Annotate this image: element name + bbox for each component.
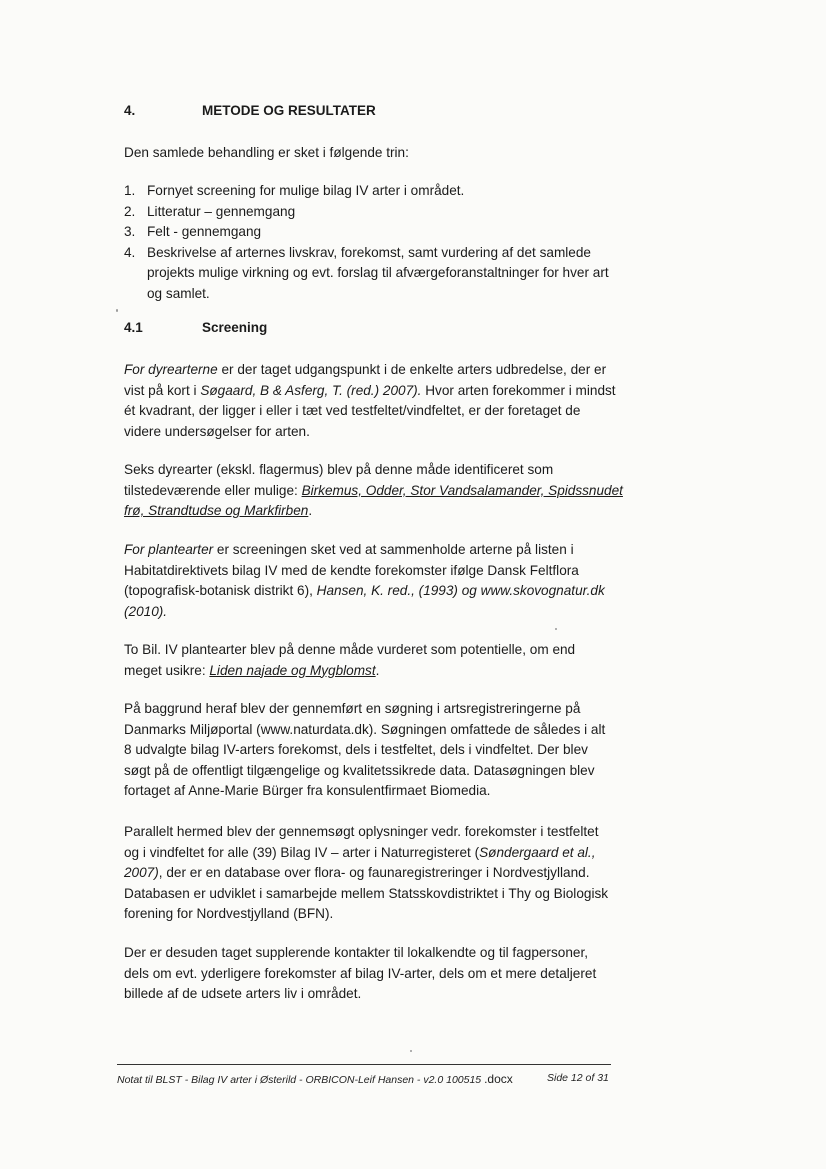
- footer: [117, 1072, 617, 1086]
- emphasis: For plantearter: [124, 542, 214, 557]
- reference: (2010).: [124, 603, 168, 619]
- list-item: [124, 181, 624, 202]
- footer-divider: [117, 1064, 611, 1065]
- text: billede af de udsete arters liv i området.: [124, 986, 362, 1002]
- text: .: [375, 662, 380, 678]
- list-item-text: og samlet.: [147, 285, 210, 301]
- list-item-number: 4.: [124, 244, 136, 260]
- paragraph-plantearter: [124, 540, 624, 622]
- subsection-title: Screening: [202, 320, 268, 335]
- text: På baggrund heraf blev der gennemført en søgning i artsregistreringerne på: [124, 701, 581, 716]
- list-item: [124, 243, 624, 305]
- emphasis: For dyrearterne: [124, 362, 218, 377]
- species-list: Birkemus, Odder, Stor Vandsalamander, Spidssnudet: [301, 482, 623, 498]
- text: er der taget udgangspunkt i de enkelte arters udbredelse, der er: [217, 362, 607, 377]
- text: fortaget af Anne-Marie Bürger fra konsulentfirmaet Biomedia.: [124, 783, 491, 799]
- footer-page-number: Side 12 of 31: [547, 1072, 609, 1084]
- text: , der er en database over flora- og faunaregistreringer i Nordvestjylland.: [158, 865, 590, 881]
- intro-paragraph: Den samlede behandling er sket i følgende trin:: [124, 145, 409, 160]
- reference: Søndergaard et al.,: [479, 844, 596, 860]
- list-item: [124, 222, 624, 243]
- footer-file-extension: .docx: [484, 1072, 513, 1086]
- text: Hvor arten forekommer i mindst: [421, 382, 616, 398]
- list-item-text: Beskrivelse af arternes livskrav, forekomst, samt vurdering af det samlede: [147, 244, 591, 260]
- subsection-number: 4.1: [124, 320, 143, 335]
- text: ét kvadrant, der ligger i eller i tæt ved testfeltet/vindfeltet, er der foretaget de: [124, 403, 581, 419]
- scan-speck: [410, 1050, 412, 1052]
- text: Danmarks Miljøportal (www.naturdata.dk). Søgningen omfattede de således i alt: [124, 721, 606, 737]
- paragraph-species: [124, 460, 624, 522]
- list-item-text: Litteratur – gennemgang: [147, 203, 296, 219]
- list-item-number: 1.: [124, 183, 136, 198]
- text: dels om evt. yderligere forekomster af bilag IV-arter, dels om et mere detaljeret: [124, 965, 597, 981]
- scan-speck: [555, 628, 557, 630]
- paragraph-miljoportal: [124, 699, 624, 802]
- species-list: Liden najade og Mygblomst: [209, 662, 376, 678]
- text: og i vindfeltet for alle (39) Bilag IV – arter i Naturregisteret (: [124, 844, 480, 860]
- text: vist på kort i: [124, 382, 201, 398]
- text: Habitatdirektivets bilag IV med de kendte forekomster ifølge Dansk Feltflora: [124, 562, 579, 578]
- text: meget usikre:: [124, 662, 210, 678]
- footer-doc-title: Notat til BLST - Bilag IV arter i Østerild - ORBICON-Leif Hansen - v2.0 100515: [117, 1074, 485, 1086]
- list-item: [124, 202, 624, 223]
- reference: Søgaard, B & Asferg, T. (red.) 2007).: [200, 382, 422, 398]
- text: er screeningen sket ved at sammenholde arterne på listen i: [213, 542, 574, 557]
- paragraph-contacts: [124, 943, 624, 1005]
- text: .: [308, 503, 313, 519]
- list-item-text: Felt - gennemgang: [147, 224, 262, 240]
- steps-list: [124, 181, 624, 305]
- text: 8 udvalgte bilag IV-arters forekomst, dels i testfeltet, dels i vindfeltet. Der blev: [124, 742, 588, 758]
- species-list: frø, Strandtudse og Markfirben: [124, 503, 309, 519]
- text: videre undersøgelser for arten.: [124, 423, 310, 439]
- text: forening for Nordvestjylland (BFN).: [124, 906, 334, 922]
- section-number: 4.: [124, 103, 136, 118]
- text: Parallelt hermed blev der gennemsøgt oplysninger vedr. forekomster i testfeltet: [124, 824, 599, 839]
- reference: 2007): [124, 865, 159, 881]
- scan-speck: [116, 309, 118, 312]
- text: søgt på de offentligt tilgængelige og kvalitetssikrede data. Datasøgningen blev: [124, 762, 595, 778]
- text: tilstedeværende eller mulige:: [124, 482, 302, 498]
- text: Der er desuden taget supplerende kontakter til lokalkendte og til fagpersoner,: [124, 945, 588, 960]
- list-item-text: Fornyet screening for mulige bilag IV arter i området.: [147, 183, 465, 198]
- list-item-text: projekts mulige virkning og evt. forslag til afværgeforanstaltninger for hver art: [147, 265, 609, 281]
- text: Databasen er udviklet i samarbejde mellem Statsskovdistriktet i Thy og Biologisk: [124, 885, 609, 901]
- section-title: METODE OG RESULTATER: [202, 103, 376, 118]
- list-item-number: 2.: [124, 203, 136, 219]
- text: (topografisk-botanisk distrikt 6),: [124, 583, 317, 599]
- reference: Hansen, K. red., (1993) og www.skovognatur.dk: [316, 583, 605, 599]
- text: To Bil. IV plantearter blev på denne måde vurderet som potentielle, om end: [124, 642, 576, 657]
- text: Seks dyrearter (ekskl. flagermus) blev på denne måde identificeret som: [124, 462, 554, 477]
- paragraph-dyrearter: [124, 360, 624, 442]
- paragraph-plant-species: [124, 640, 624, 681]
- paragraph-naturregisteret: [124, 822, 624, 925]
- list-item-number: 3.: [124, 224, 136, 240]
